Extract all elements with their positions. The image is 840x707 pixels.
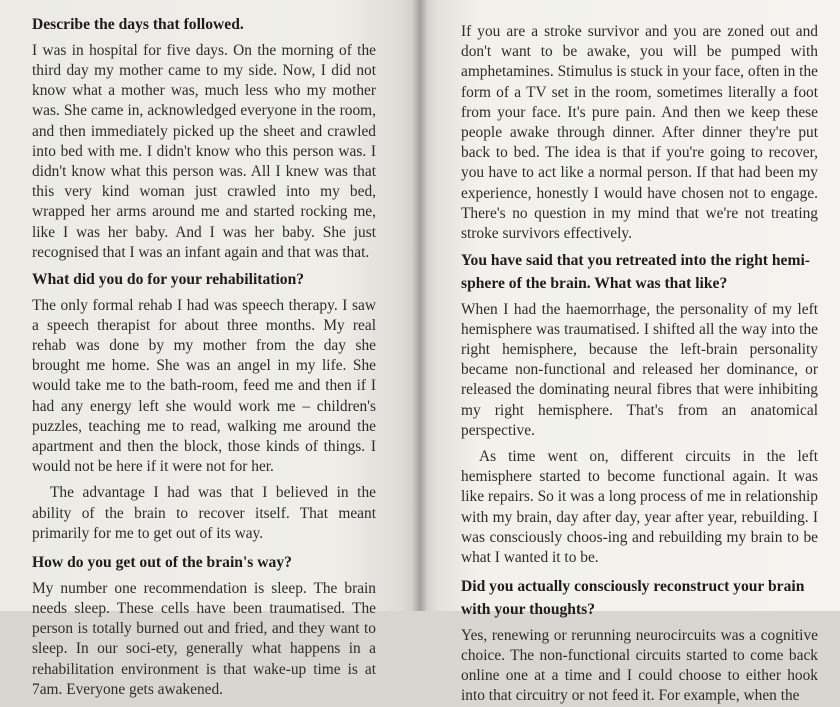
answer-paragraph: The advantage I had was that I believed in the ability of the brain to recover itself. That meant primarily for me to get out of its way. (32, 484, 376, 542)
answer-paragraph: My number one recommendation is sleep. The brain needs sleep. These cells have been traumatised. The person is totally burned out and fried, and they want to sleep. In our soci-ety, generally what happens in a rehabilitation environment is that wake-up time is at 7am. Everyone gets awakened. (32, 579, 376, 698)
answer-paragraph: The only formal rehab I had was speech therapy. I saw a speech therapist for about three months. My real rehab was done by my mother from the day she brought me home. She was an angel in my life. She would take me to the bath-room, feed me and then if I had any energy left she would work me – children's puzzles, teaching me to read, walking me around the apartment and then the block, those kinds of things. I would not be here if it were not for her. (32, 296, 376, 476)
answer-paragraph: Yes, renewing or rerunning neurocircuits was a cognitive choice. The non-functional circuits started to come back online one at a time and I could choose to either hook into that circuitry or not feed it. For example, when the (461, 626, 818, 705)
left-page (0, 0, 420, 698)
question-heading: You have said that you retreated into the right hemi-sphere of the brain. What was that like? (461, 252, 810, 292)
answer-paragraph: I was in hospital for five days. On the morning of the third day my mother came to my side. Now, I did not know what a mother was, much less who my mother was. She came in, acknowledged everyone in the room, and then immediately picked up the sheet and crawled into bed with me. I didn't know who this person was. I didn't know what this person was. All I knew was that this very kind woman just crawled into my bed, wrapped her arms around me and started rocking me, like I was her baby. And I was her baby. She just recognised that I was an infant again and that was that. (32, 41, 376, 261)
question-heading: What did you do for your rehabilitation? (32, 270, 305, 288)
question-heading: How do you get out of the brain's way? (32, 554, 292, 572)
question-heading: Did you actually consciously reconstruct your brain with your thoughts? (461, 578, 805, 618)
answer-paragraph: If you are a stroke survivor and you are zoned out and don't want to be awake, you will be pumped with amphetamines. Stimulus is stuck in your face, often in the form of a TV set in the room, sometimes literally a foot from your face. It's pure pain. And then we keep these people awake through dinner. After dinner they're put back to bed. The idea is that if you're going to recover, you have to act like a normal person. If that had been my experience, honestly I would have chosen not to engage. There's no question in my mind that we're not treating stroke survivors effectively. (461, 23, 818, 243)
book-gutter (412, 0, 428, 611)
question-heading: Describe the days that followed. (32, 16, 244, 33)
answer-paragraph: As time went on, different circuits in the left hemisphere started to become functional again. It was like repairs. So it was a long process of me in relationship with my brain, day after day, year after year, rebuilding. I was consciously choos-ing and rebuilding my brain to be what I wanted it to be. (461, 448, 818, 567)
answer-paragraph: When I had the haemorrhage, the personality of my left hemisphere was traumatised. I shifted all the way into the right hemisphere, because the left-brain personality became non-functional and released her dominance, or released the dominating neural fibres that were inhibiting my right hemisphere. That's from an anatomical perspective. (461, 300, 818, 439)
right-page (420, 0, 840, 705)
